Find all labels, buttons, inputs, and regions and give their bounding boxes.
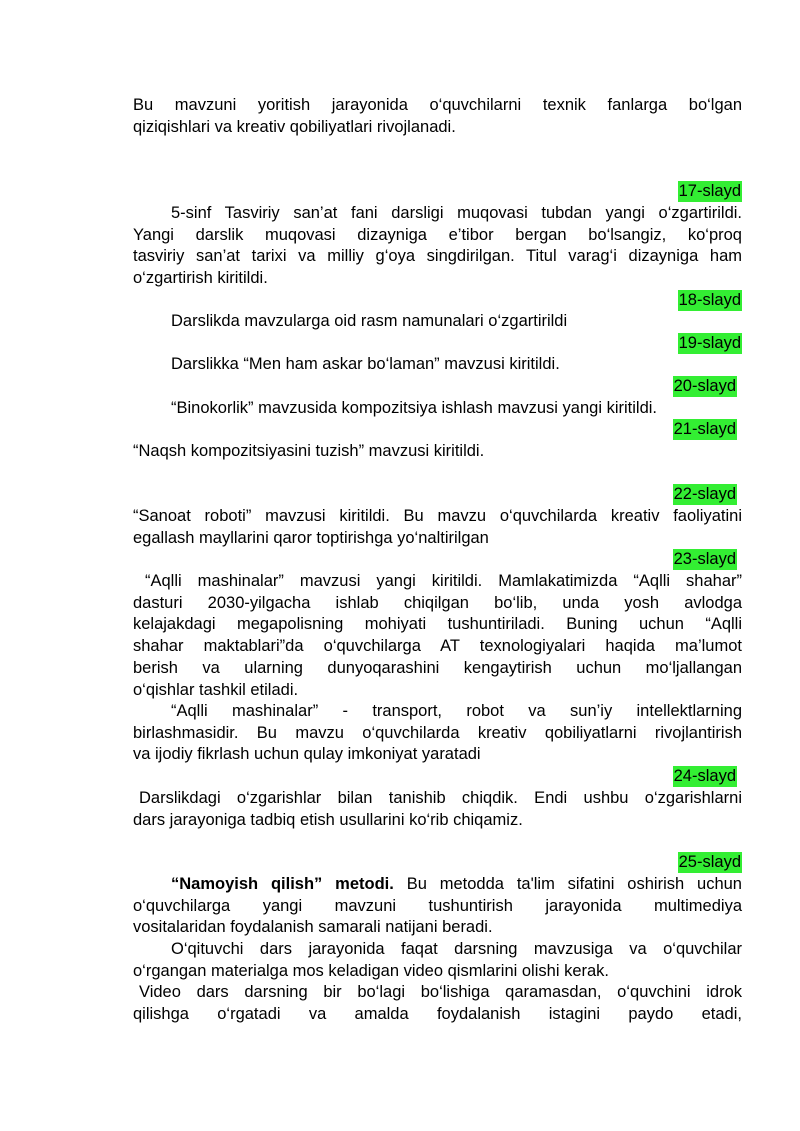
text-line: dars jarayoniga tadbiq etish usullarini ko‘rib chiqamiz. [133,810,523,829]
text-line: vositalaridan foydalanish samarali natijani beradi. [133,918,493,937]
paragraph-23 [133,571,742,701]
paragraph-21: “Naqsh kompozitsiyasini tuzish” mavzusi kiritildi. [133,442,485,460]
text-line: va ijodiy fikrlash uchun qulay imkoniyat yaratadi [133,745,481,764]
text-line: tasviriy san’at tarixi va milliy g‘oya singdirilgan. Titul varag‘i dizayniga ham [133,247,742,266]
slide-marker-24: 24-slayd [673,767,736,785]
paragraph-24 [133,788,742,831]
slide-marker-19: 19-slayd [678,334,741,352]
text-line: kelajakdagi megapolisning mohiyati tushuntiriladi. Buning uchun “Aqlli [133,615,742,634]
paragraph-27 [133,982,742,1025]
text-line: o‘qishlar tashkil etiladi. [133,680,299,699]
text-line: qiziqishlari va kreativ qobiliyatlari rivojlanadi. [133,117,456,136]
paragraph-20: “Binokorlik” mavzusida kompozitsiya ishlash mavzusi yangi kiritildi. [171,399,657,417]
slide-marker-22: 22-slayd [673,485,736,503]
paragraph-23b [133,701,742,766]
text-line: shahar maktablari”da o‘quvchilarga AT texnologiyalari haqida ma’lumot [133,637,742,656]
text-line: Bu mavzuni yoritish jarayonida o‘quvchilarni texnik fanlarga bo‘lgan [133,96,742,114]
text-line: “Aqlli mashinalar” mavzusi yangi kiritildi. Mamlakatimizda “Aqlli shahar” [145,572,742,590]
paragraph-17 [133,203,742,290]
slide-marker-25: 25-slayd [678,853,741,871]
text-line: o‘quvchilarga yangi mavzuni tushuntirish jarayonida multimediya [133,896,742,915]
slide-marker-18: 18-slayd [678,291,741,309]
text-fragment: Bu metodda ta'lim sifatini oshirish uchun [393,875,742,893]
text-line [133,874,742,896]
paragraph-22 [133,506,742,549]
paragraph-26 [133,939,742,982]
slide-marker-17: 17-slayd [678,182,741,200]
intro-paragraph [133,95,742,138]
text-line: “Sanoat roboti” mavzusi kiritildi. Bu mavzu o‘quvchilarda kreativ faoliyatini [133,507,742,525]
paragraph-25 [133,874,742,939]
paragraph-18: Darslikda mavzularga oid rasm namunalari o‘zgartirildi [171,312,568,330]
text-line: o‘rgangan materialga mos keladigan video qismlarini olishi kerak. [133,961,609,980]
text-line: egallash mayllarini qaror toptirishga yo‘naltirilgan [133,528,489,547]
text-line: O‘qituvchi dars jarayonida faqat darsning mavzusiga va o‘quvchilar [171,940,742,958]
slide-marker-20: 20-slayd [673,377,736,395]
text-line: Yangi darslik muqovasi dizayniga e’tibor bergan bo‘lsangiz, ko‘proq [133,225,742,244]
text-line: qilishga o‘rgatadi va amalda foydalanish istagini paydo etadi, [133,1004,742,1023]
text-line: 5-sinf Tasviriy san’at fani darsligi muqovasi tubdan yangi o‘zgartirildi. [171,204,742,222]
text-line: dasturi 2030-yilgacha ishlab chiqilgan bo‘lib, unda yosh avlodga [133,593,742,612]
text-line: birlashmasidir. Bu mavzu o‘quvchilarda kreativ qobiliyatlarni rivojlantirish [133,723,742,742]
paragraph-19: Darslikka “Men ham askar bo‘laman” mavzusi kiritildi. [171,355,560,373]
method-title: “Namoyish qilish” metodi. [171,875,394,893]
text-line: Video dars darsning bir bo‘lagi bo‘lishiga qaramasdan, o‘quvchini idrok [139,983,742,1001]
text-line: o‘zgartirish kiritildi. [133,269,268,288]
text-line: Darslikdagi o‘zgarishlar bilan tanishib chiqdik. Endi ushbu o‘zgarishlarni [139,789,742,807]
slide-marker-21: 21-slayd [673,420,736,438]
text-line: “Aqlli mashinalar” - transport, robot va sun’iy intellektlarning [171,702,742,720]
text-line: berish va ularning dunyoqarashini kengaytirish uchun mo‘ljallangan [133,658,742,677]
slide-marker-23: 23-slayd [673,550,736,568]
